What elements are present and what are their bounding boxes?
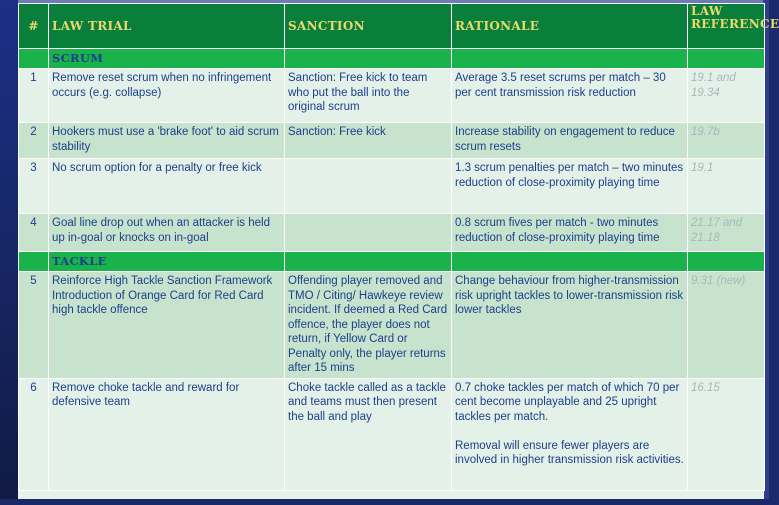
row-number: 6 [19, 378, 49, 490]
sanction-cell: Sanction: Free kick [285, 123, 452, 159]
table-row [19, 123, 765, 159]
table-row [19, 159, 765, 214]
table-row [19, 214, 765, 252]
row-number: 2 [19, 123, 49, 159]
law-reference-cell: 21.17 and 21.18 [688, 214, 765, 252]
header-rationale: RATIONALE [452, 4, 688, 49]
rationale-cell: 0.8 scrum fives per match - two minutes reduction of close-proximity playing time [452, 214, 688, 252]
law-trial-cell: Remove choke tackle and reward for defensive team [49, 378, 285, 490]
slide-left-border [0, 0, 18, 505]
law-trial-cell: No scrum option for a penalty or free kick [49, 159, 285, 214]
sanction-cell: Offending player removed and TMO / Citing/ Hawkeye review incident. If deemed a Red Card offence, the player does not return, if Yellow Card or Penalty only, the player returns after 15 mins [285, 272, 452, 379]
header-law-trial: LAW TRIAL [49, 4, 285, 49]
row-number: 5 [19, 272, 49, 379]
rationale-cell: 0.7 choke tackles per match of which 70 per cent become unplayable and 25 upright tackles per match. Removal will ensure fewer players are involved in higher transmission risk activities. [452, 378, 688, 490]
section-spacer [19, 49, 49, 69]
header-law-reference: LAW REFERENCE [688, 4, 765, 49]
rationale-cell: Change behaviour from higher-transmission risk upright tackles to lower-transmission risk lower tackles [452, 272, 688, 379]
section-title-tackle: TACKLE [49, 252, 285, 272]
table-row [19, 378, 765, 490]
section-row-tackle [19, 252, 765, 272]
law-reference-cell: 19.1 and 19.34 [688, 69, 765, 123]
sanction-cell [285, 214, 452, 252]
law-trial-cell: Goal line drop out when an attacker is held up in-goal or knocks on in-goal [49, 214, 285, 252]
row-number: 3 [19, 159, 49, 214]
table-row [19, 272, 765, 379]
law-trials-table-container [18, 3, 779, 499]
section-title-scrum: SCRUM [49, 49, 285, 69]
section-row-scrum [19, 49, 765, 69]
sanction-cell: Choke tackle called as a tackle and teams must then present the ball and play [285, 378, 452, 490]
law-trial-cell: Reinforce High Tackle Sanction Framework Introduction of Orange Card for Red Card high tackle offence [49, 272, 285, 379]
law-trials-table [18, 3, 779, 491]
rationale-cell: Increase stability on engagement to reduce scrum resets [452, 123, 688, 159]
law-reference-cell: 9.31 (new) [688, 272, 765, 379]
row-number: 4 [19, 214, 49, 252]
law-trial-cell: Remove reset scrum when no infringement occurs (e.g. collapse) [49, 69, 285, 123]
sanction-cell [285, 159, 452, 214]
sanction-cell: Sanction: Free kick to team who put the ball into the original scrum [285, 69, 452, 123]
law-trial-cell: Hookers must use a 'brake foot' to aid scrum stability [49, 123, 285, 159]
law-reference-cell: 16.15 [688, 378, 765, 490]
law-reference-cell: 19.7b [688, 123, 765, 159]
header-number: # [19, 4, 49, 49]
rationale-cell: 1.3 scrum penalties per match – two minutes reduction of close-proximity playing time [452, 159, 688, 214]
law-reference-cell: 19.1 [688, 159, 765, 214]
table-row [19, 69, 765, 123]
rationale-cell: Average 3.5 reset scrums per match – 30 per cent transmission risk reduction [452, 69, 688, 123]
slide-bottom-border [0, 499, 769, 505]
section-spacer [19, 252, 49, 272]
row-number: 1 [19, 69, 49, 123]
header-row [19, 4, 765, 49]
header-sanction: SANCTION [285, 4, 452, 49]
